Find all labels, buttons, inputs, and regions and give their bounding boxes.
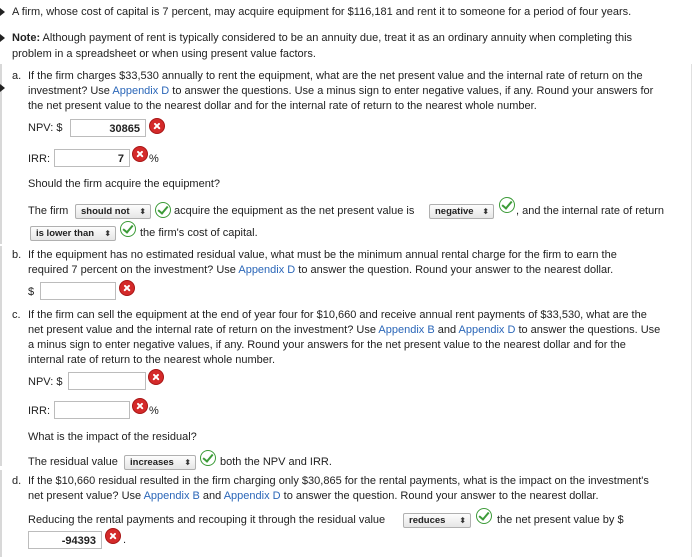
incorrect-x-icon xyxy=(148,369,164,385)
appendix-b-link-c[interactable]: Appendix B xyxy=(378,324,435,336)
section-b-border xyxy=(0,246,2,306)
appendix-d-link-d[interactable]: Appendix D xyxy=(223,490,281,502)
section-d-border xyxy=(0,470,2,557)
c-irr-input[interactable] xyxy=(54,401,130,419)
intro-bullet-icon xyxy=(0,8,5,16)
a-sentence-4: the firm's cost of capital. xyxy=(140,227,258,239)
a-npv-sign-select[interactable] xyxy=(429,204,494,219)
c-impact-question: What is the impact of the residual? xyxy=(28,431,197,443)
correct-check-icon xyxy=(476,508,492,524)
d-q2-text-b: to answer the question. Round your answer to the nearest dollar. xyxy=(280,490,599,502)
c-residual-select[interactable] xyxy=(124,455,196,470)
select-caret-icon: ⬍ xyxy=(184,458,191,467)
appendix-d-link-a[interactable]: Appendix D xyxy=(112,85,170,97)
note-label: Note: xyxy=(12,32,41,44)
a-question-2 xyxy=(28,84,653,99)
a-q2-text-a: investment? Use xyxy=(28,85,113,97)
b-q2-text-b: to answer the question. Round your answer to the nearest dollar. xyxy=(295,264,614,276)
appendix-d-link-c[interactable]: Appendix D xyxy=(458,324,516,336)
a-npv-sign-select-value: negative xyxy=(435,206,474,217)
incorrect-x-icon xyxy=(105,528,121,544)
incorrect-x-icon xyxy=(119,280,135,296)
a-acquire-select[interactable] xyxy=(75,204,151,219)
right-border xyxy=(691,64,692,557)
c-npv-label: NPV: $ xyxy=(28,376,63,388)
incorrect-x-icon xyxy=(132,398,148,414)
c-q2-text-b: to answer the questions. Use xyxy=(515,324,661,336)
a-should-question: Should the firm acquire the equipment? xyxy=(28,178,221,190)
d-q2-text-a: net present value? Use xyxy=(28,490,144,502)
note-bullet-icon xyxy=(0,34,5,42)
c-irr-percent: % xyxy=(149,405,159,417)
b-q2-text-a: required 7 percent on the investment? Use xyxy=(28,264,239,276)
c-letter: c. xyxy=(12,309,21,321)
d-npv-change-input[interactable]: -94393 xyxy=(28,531,102,549)
a-npv-input[interactable]: 30865 xyxy=(70,119,146,137)
a-irr-percent: % xyxy=(149,153,159,165)
d-sentence-2: the net present value by $ xyxy=(497,514,624,526)
c-question-1: If the firm can sell the equipment at the end of year four for $10,660 and receive annual rent payments of $33,530, what are the xyxy=(28,309,647,321)
note-line-1 xyxy=(12,31,632,46)
a-q2-text-b: to answer the questions. Use a minus sign to enter negative values, if any. Round your answers for xyxy=(169,85,654,97)
d-question-2 xyxy=(28,489,599,504)
a-irr-label: IRR: xyxy=(28,153,50,165)
c-irr-label: IRR: xyxy=(28,405,50,417)
c-residual-sentence-1: The residual value xyxy=(28,456,118,468)
intro-text: A firm, whose cost of capital is 7 percent, may acquire equipment for $116,181 and rent it to someone for a period of four years. xyxy=(12,6,632,18)
b-letter: b. xyxy=(12,249,22,261)
section-a-bullet-icon xyxy=(0,84,5,92)
c-q2-text-a: net present value and the internal rate of return on the investment? Use xyxy=(28,324,379,336)
a-sentence-3: , and the internal rate of return xyxy=(516,205,664,217)
c-question-2 xyxy=(28,323,660,338)
correct-check-icon xyxy=(155,202,171,218)
note-text-1: Although payment of rent is typically considered to be an annuity due, treat it as an ordinary annuity when completing this xyxy=(40,32,633,44)
appendix-b-link-d[interactable]: Appendix B xyxy=(143,490,200,502)
c-npv-input[interactable] xyxy=(68,372,146,390)
incorrect-x-icon xyxy=(132,146,148,162)
select-caret-icon: ⬍ xyxy=(459,516,466,525)
d-period: . xyxy=(123,534,127,546)
d-q2-text-mid: and xyxy=(199,490,224,502)
b-question-1: If the equipment has no estimated residual value, what must be the minimum annual rental charge for the firm to earn the xyxy=(28,249,617,261)
c-q2-text-mid: and xyxy=(434,324,459,336)
a-irr-compare-select-value: is lower than xyxy=(36,228,95,239)
a-irr-input[interactable]: 7 xyxy=(54,149,130,167)
b-dollar-label: $ xyxy=(28,286,35,298)
b-question-2 xyxy=(28,263,613,278)
d-question-1: If the $10,660 residual resulted in the firm charging only $30,865 for the rental payments, what is the impact on the investment's xyxy=(28,475,649,487)
a-letter: a. xyxy=(12,70,22,82)
select-caret-icon: ⬍ xyxy=(482,207,489,216)
section-c-border xyxy=(0,306,2,466)
d-letter: d. xyxy=(12,475,22,487)
a-sentence-1: The firm xyxy=(28,205,69,217)
correct-check-icon xyxy=(120,221,136,237)
d-impact-select-value: reduces xyxy=(409,515,446,526)
b-rent-input[interactable] xyxy=(40,282,116,300)
appendix-d-link-b[interactable]: Appendix D xyxy=(238,264,296,276)
select-caret-icon: ⬍ xyxy=(139,207,146,216)
a-sentence-2: acquire the equipment as the net present value is xyxy=(174,205,415,217)
a-irr-compare-select[interactable] xyxy=(30,226,116,241)
correct-check-icon xyxy=(200,450,216,466)
d-sentence-1: Reducing the rental payments and recouping it through the residual value xyxy=(28,514,386,526)
a-npv-label: NPV: $ xyxy=(28,122,63,134)
note-line-2: problem in a spreadsheet or when using present value factors. xyxy=(12,48,316,60)
a-question-3: the net present value to the nearest dollar and for the internal rate of return to the nearest whole number. xyxy=(28,100,537,112)
select-caret-icon: ⬍ xyxy=(104,229,111,238)
c-question-3: a minus sign to enter negative values, if any. Round your answers for the net present value to the nearest dollar and for the xyxy=(28,339,626,351)
c-residual-sentence-2: both the NPV and IRR. xyxy=(220,456,332,468)
incorrect-x-icon xyxy=(149,118,165,134)
c-question-4: internal rate of return to the nearest whole number. xyxy=(28,354,276,366)
c-residual-select-value: increases xyxy=(130,457,174,468)
correct-check-icon xyxy=(499,197,515,213)
a-acquire-select-value: should not xyxy=(81,206,130,217)
d-impact-select[interactable] xyxy=(403,513,471,528)
a-question-1: If the firm charges $33,530 annually to rent the equipment, what are the net present value and the internal rate of return on the xyxy=(28,70,643,82)
